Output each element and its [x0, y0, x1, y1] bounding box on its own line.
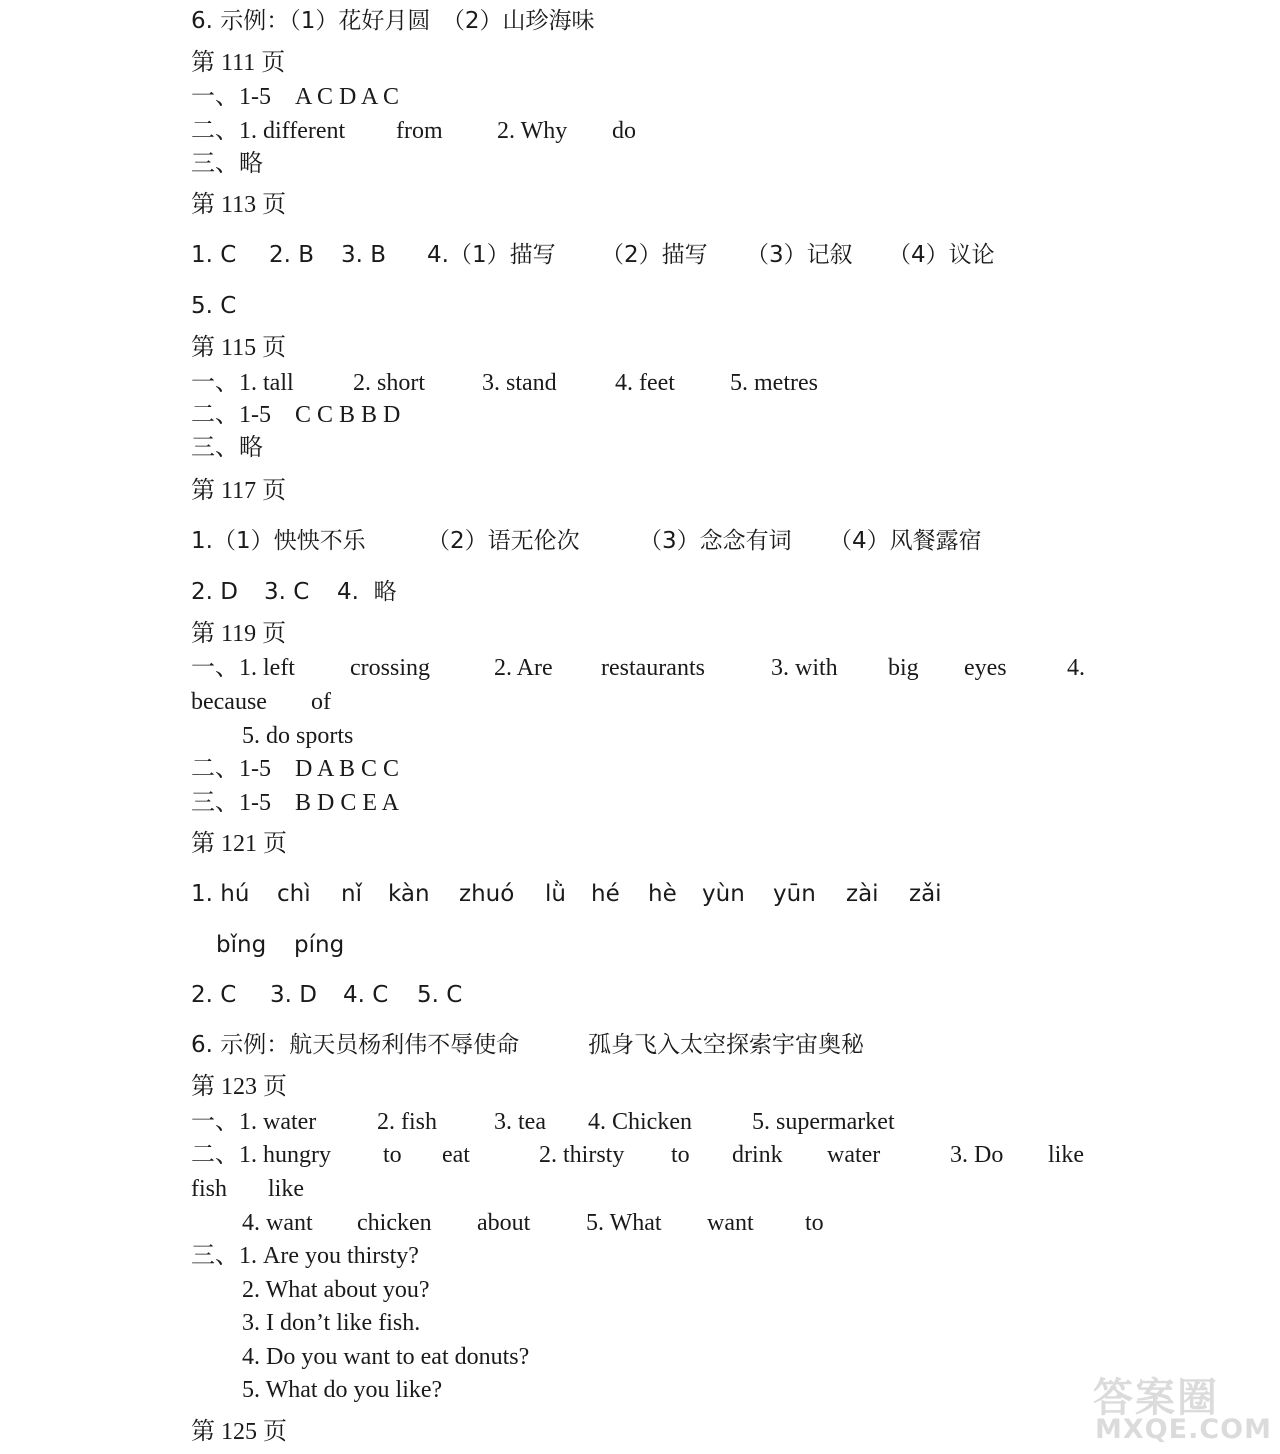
- answer-line: [191, 1030, 1280, 1060]
- answer-line: [191, 1417, 287, 1447]
- answer-text: 第 119 页: [191, 621, 287, 647]
- answer-text: 第 125 页: [191, 1419, 287, 1445]
- answer-line: [191, 149, 263, 179]
- answer-line: [191, 653, 1280, 683]
- answer-item: water: [827, 1142, 881, 1168]
- answer-item: （3）记叙: [746, 242, 853, 268]
- answer-item: 一、1. water: [191, 1109, 317, 1135]
- answer-item: big: [888, 655, 919, 681]
- answer-text: 第 111 页: [191, 50, 286, 76]
- answer-line: [242, 1208, 1280, 1238]
- answer-item: drink: [732, 1142, 783, 1168]
- answer-line: [191, 1241, 419, 1271]
- answer-item: （4）风餐露宿: [829, 528, 982, 554]
- answer-item: yùn: [702, 881, 745, 907]
- answer-text: 5. do sports: [242, 723, 354, 749]
- answer-item: 4.: [1067, 655, 1085, 681]
- answer-line: [242, 721, 353, 751]
- answer-item: 1.（1）怏怏不乐: [191, 528, 366, 554]
- answer-item: from: [396, 118, 443, 144]
- answer-item: nǐ: [341, 881, 362, 907]
- answer-item: zǎi: [909, 881, 942, 907]
- answer-text: 第 123 页: [191, 1074, 287, 1100]
- answer-item: 2. Are: [494, 655, 553, 681]
- answer-line: [191, 1140, 1280, 1170]
- answer-line: [191, 879, 1280, 909]
- watermark-bottom-text: MXQE.COM: [1095, 1414, 1272, 1445]
- answer-line: [191, 6, 595, 36]
- answer-text: 第 115 页: [191, 335, 287, 361]
- answer-item: 1. hú: [191, 881, 250, 907]
- answer-item: 3. B: [341, 242, 387, 268]
- answer-item: of: [311, 689, 331, 715]
- answer-text: 5. C: [191, 293, 237, 319]
- answer-item: 1. C: [191, 242, 237, 268]
- answer-line: [191, 829, 287, 859]
- answer-text: 二、1-5 D A B C C: [191, 756, 400, 782]
- answer-line: [191, 619, 286, 649]
- answer-line: [191, 433, 263, 463]
- answer-text: 4. Do you want to eat donuts?: [242, 1344, 530, 1370]
- answer-line: [191, 788, 399, 818]
- answer-item: hé: [591, 881, 620, 907]
- answer-item: 一、1. left: [191, 655, 295, 681]
- answer-item: 一、1. tall: [191, 370, 294, 396]
- answer-item: 2. short: [353, 370, 425, 396]
- answer-item: to: [671, 1142, 690, 1168]
- answer-text: 三、略: [191, 151, 263, 177]
- answer-text: 第 121 页: [191, 831, 287, 857]
- answer-line: [216, 930, 1280, 960]
- answer-line: [242, 1375, 442, 1405]
- answer-line: [191, 754, 399, 784]
- answer-item: 3. D: [270, 982, 317, 1008]
- answer-item: （3）念念有词: [639, 528, 792, 554]
- answer-item: 2. fish: [377, 1109, 437, 1135]
- answer-line: [191, 368, 1280, 398]
- answer-line: [191, 687, 1280, 717]
- answer-item: 5. What: [586, 1210, 662, 1236]
- answer-line: [191, 400, 400, 430]
- answer-line: [242, 1275, 430, 1305]
- answer-item: 2. Why: [497, 118, 568, 144]
- answer-line: [191, 577, 1280, 607]
- answer-line: [191, 48, 285, 78]
- answer-item: crossing: [350, 655, 430, 681]
- answer-item: do: [612, 118, 636, 144]
- answer-item: chicken: [357, 1210, 432, 1236]
- answer-item: 3. C: [264, 579, 310, 605]
- answer-item: 二、1. different: [191, 118, 346, 144]
- answer-line: [191, 1072, 287, 1102]
- answer-item: hè: [648, 881, 677, 907]
- answer-item: 4.（1）描写: [427, 242, 556, 268]
- answer-line: [191, 333, 286, 363]
- answer-text: 三、1-5 B D C E A: [191, 790, 400, 816]
- answer-item: want: [707, 1210, 754, 1236]
- answer-item: zhuó: [459, 881, 515, 907]
- answer-text: 2. What about you?: [242, 1277, 430, 1303]
- answer-line: [191, 526, 1280, 556]
- answer-line: [191, 980, 1280, 1010]
- answer-line: [191, 476, 286, 506]
- answer-item: 5. C: [417, 982, 463, 1008]
- answer-item: to: [383, 1142, 402, 1168]
- answer-item: （4）议论: [888, 242, 995, 268]
- answer-item: kàn: [388, 881, 430, 907]
- answer-line: [242, 1308, 420, 1338]
- answer-text: 二、1-5 C C B B D: [191, 402, 401, 428]
- answer-text: 6. 示例：（1）花好月圆 （2）山珍海味: [191, 8, 595, 34]
- answer-item: 2. C: [191, 982, 237, 1008]
- answer-item: 二、1. hungry: [191, 1142, 331, 1168]
- answer-line: [191, 291, 236, 321]
- answer-item: because: [191, 689, 267, 715]
- answer-item: restaurants: [601, 655, 705, 681]
- answer-line: [191, 82, 399, 112]
- answer-item: yūn: [773, 881, 816, 907]
- answer-item: eat: [442, 1142, 470, 1168]
- answer-text: 第 113 页: [191, 192, 287, 218]
- answer-text: 一、1-5 A C D A C: [191, 84, 400, 110]
- answer-item: 3. with: [771, 655, 838, 681]
- answer-item: 2. B: [269, 242, 315, 268]
- answer-item: 孤身飞入太空探索宇宙奥秘: [588, 1032, 864, 1058]
- answer-text: 三、1. Are you thirsty?: [191, 1243, 419, 1269]
- answer-line: [191, 116, 1280, 146]
- answer-item: 2. thirsty: [539, 1142, 625, 1168]
- answer-item: 4. feet: [615, 370, 675, 396]
- answer-item: fish: [191, 1176, 227, 1202]
- answer-line: [191, 240, 1280, 270]
- answer-item: 3. Do: [950, 1142, 1004, 1168]
- answer-item: 5. supermarket: [752, 1109, 895, 1135]
- answer-item: 5. metres: [730, 370, 818, 396]
- answer-line: [191, 1174, 1280, 1204]
- answer-item: eyes: [964, 655, 1007, 681]
- answer-item: 3. stand: [482, 370, 557, 396]
- answer-item: 3. tea: [494, 1109, 546, 1135]
- watermark-logo: [1093, 1366, 1272, 1448]
- answer-item: （2）描写: [601, 242, 708, 268]
- answer-text: 第 117 页: [191, 478, 287, 504]
- answer-item: 4. 略: [337, 579, 397, 605]
- answer-line: [242, 1342, 529, 1372]
- answer-item: píng: [294, 932, 345, 958]
- answer-item: 4. want: [242, 1210, 313, 1236]
- answer-text: 3. I don’t like fish.: [242, 1310, 421, 1336]
- answer-text: 5. What do you like?: [242, 1377, 443, 1403]
- watermark-top-text: 答案圈: [1093, 1375, 1219, 1421]
- answer-item: chì: [277, 881, 311, 907]
- answer-text: 三、略: [191, 435, 263, 461]
- answer-item: bǐng: [216, 932, 267, 958]
- answer-item: 6. 示例：航天员杨利伟不辱使命: [191, 1032, 520, 1058]
- answer-item: 2. D: [191, 579, 238, 605]
- answer-item: （2）语无伦次: [427, 528, 580, 554]
- answer-item: about: [477, 1210, 531, 1236]
- answer-line: [191, 190, 286, 220]
- answer-item: 4. Chicken: [588, 1109, 692, 1135]
- answer-item: 4. C: [343, 982, 389, 1008]
- answer-line: [191, 1107, 1280, 1137]
- answer-item: like: [268, 1176, 304, 1202]
- answer-item: like: [1048, 1142, 1084, 1168]
- answer-item: zài: [846, 881, 879, 907]
- answer-item: to: [805, 1210, 824, 1236]
- answer-item: lǜ: [545, 881, 566, 907]
